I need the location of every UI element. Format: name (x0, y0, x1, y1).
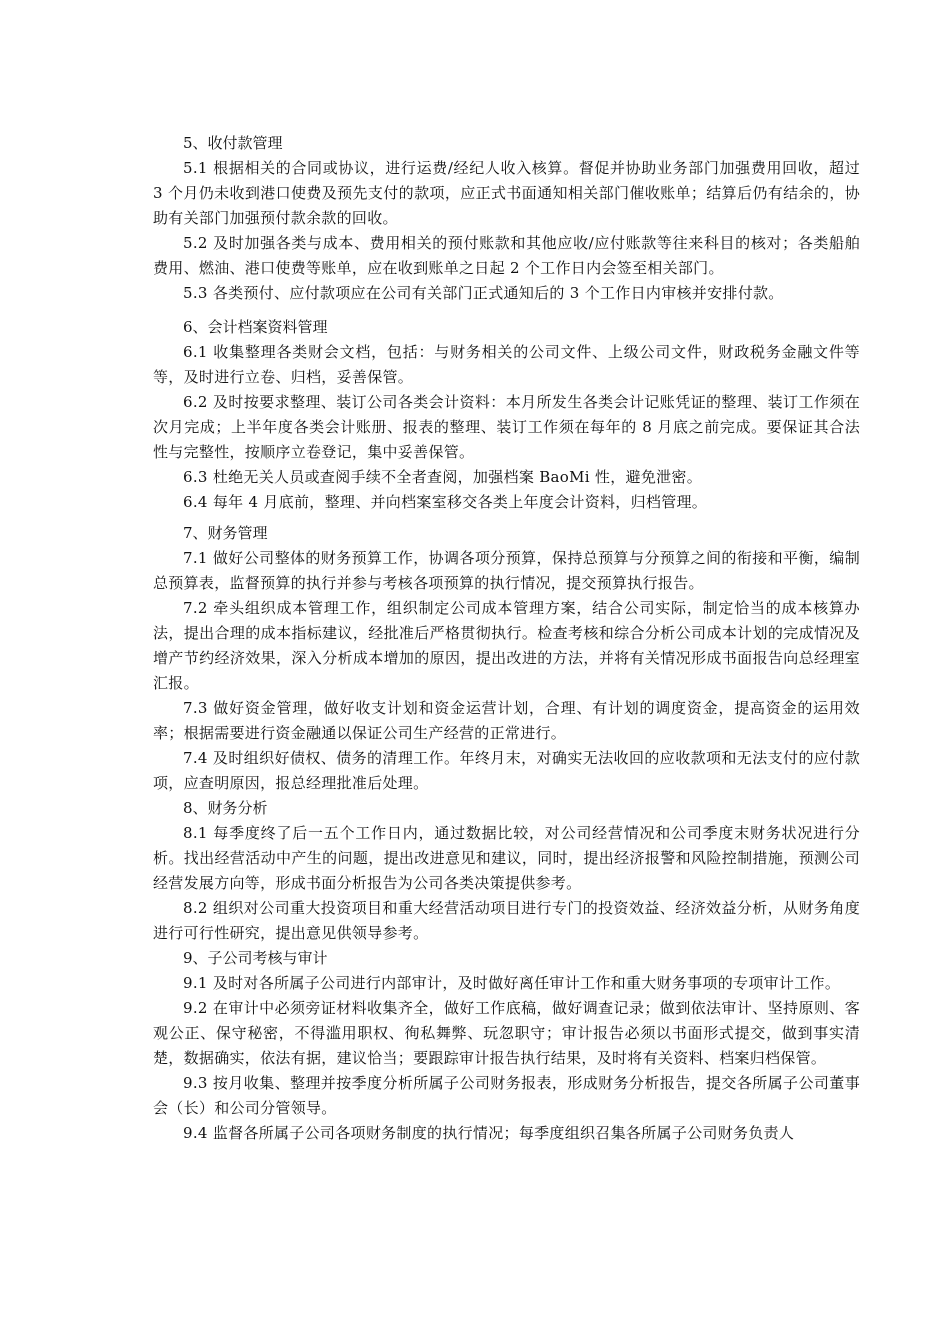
paragraph-5-3: 5.3 各类预付、应付款项应在公司有关部门正式通知后的 3 个工作日内审核并安排付款。 (183, 284, 784, 302)
paragraph-6-3: 6.3 杜绝无关人员或查阅手续不全者查阅，加强档案 BaoMi 性，避免泄密。 (183, 468, 703, 486)
section-heading-6: 6、会计档案资料管理 (183, 318, 328, 336)
document-body (153, 131, 860, 1146)
paragraph-6-1: 6.1 收集整理各类财会文档，包括：与财务相关的公司文件、上级公司文件，财政税务金融文件等等，及时进行立卷、归档，妥善保管。 (153, 343, 860, 386)
paragraph-7-3: 7.3 做好资金管理，做好收支计划和资金运营计划，合理、有计划的调度资金，提高资金的运用效率；根据需要进行资金融通以保证公司生产经营的正常进行。 (153, 699, 860, 742)
paragraph-5-2: 5.2 及时加强各类与成本、费用相关的预付账款和其他应收/应付账款等往来科目的核对；各类船舶费用、燃油、港口使费等账单，应在收到账单之日起 2 个工作日内会签至相关部门。 (153, 234, 860, 277)
section-spacer (153, 306, 860, 315)
paragraph-9-1: 9.1 及时对各所属子公司进行内部审计，及时做好离任审计工作和重大财务事项的专项审计工作。 (183, 974, 841, 992)
paragraph-7-1: 7.1 做好公司整体的财务预算工作，协调各项分预算，保持总预算与分预算之间的衔接和平衡，编制总预算表，监督预算的执行并参与考核各项预算的执行情况，提交预算执行报告。 (153, 549, 860, 592)
section-heading-7: 7、财务管理 (183, 524, 268, 542)
paragraph-9-3: 9.3 按月收集、整理并按季度分析所属子公司财务报表，形成财务分析报告，提交各所属子公司董事会（长）和公司分管领导。 (153, 1074, 860, 1117)
paragraph-5-1: 5.1 根据相关的合同或协议，进行运费/经纪人收入核算。督促并协助业务部门加强费用回收，超过 3 个月仍未收到港口使费及预先支付的款项，应正式书面通知相关部门催收账单；结算后仍有结余的，协助有关部门加强预付款余款的回收。 (153, 159, 860, 227)
section-heading-8: 8、财务分析 (183, 799, 268, 817)
paragraph-8-1: 8.1 每季度终了后一五个工作日内，通过数据比较，对公司经营情况和公司季度末财务状况进行分析。找出经营活动中产生的问题，提出改进意见和建议，同时，提出经济报警和风险控制措施，预测公司经营发展方向等，形成书面分析报告为公司各类决策提供参考。 (153, 824, 860, 892)
section-heading-9: 9、子公司考核与审计 (183, 949, 328, 967)
paragraph-7-4: 7.4 及时组织好债权、债务的清理工作。年终月末，对确实无法收回的应收款项和无法支付的应付款项，应查明原因，报总经理批准后处理。 (153, 749, 860, 792)
paragraph-9-4: 9.4 监督各所属子公司各项财务制度的执行情况；每季度组织召集各所属子公司财务负责人 (183, 1124, 795, 1142)
paragraph-6-2: 6.2 及时按要求整理、装订公司各类会计资料：本月所发生各类会计记账凭证的整理、装订工作须在次月完成；上半年度各类会计账册、报表的整理、装订工作须在每年的 8 月底之前完成。要保证其合法性与完整性，按顺序立卷登记，集中妥善保管。 (153, 393, 860, 461)
paragraph-6-4: 6.4 每年 4 月底前，整理、并向档案室移交各类上年度会计资料，归档管理。 (183, 493, 708, 511)
paragraph-9-2: 9.2 在审计中必须旁证材料收集齐全，做好工作底稿，做好调查记录；做到依法审计、坚持原则、客观公正、保守秘密，不得滥用职权、徇私舞弊、玩忽职守；审计报告必须以书面形式提交，做到事实清楚，数据确实，依法有据，建议恰当；要跟踪审计报告执行结果，及时将有关资料、档案归档保管。 (153, 999, 860, 1067)
section-heading-5: 5、收付款管理 (183, 134, 283, 152)
paragraph-8-2: 8.2 组织对公司重大投资项目和重大经营活动项目进行专门的投资效益、经济效益分析，从财务角度进行可行性研究，提出意见供领导参考。 (153, 899, 860, 942)
paragraph-7-2: 7.2 牵头组织成本管理工作，组织制定公司成本管理方案，结合公司实际，制定恰当的成本核算办法，提出合理的成本指标建议，经批准后严格贯彻执行。检查考核和综合分析公司成本计划的完成情况及增产节约经济效果，深入分析成本增加的原因，提出改进的方法，并将有关情况形成书面报告向总经理室汇报。 (153, 599, 860, 692)
